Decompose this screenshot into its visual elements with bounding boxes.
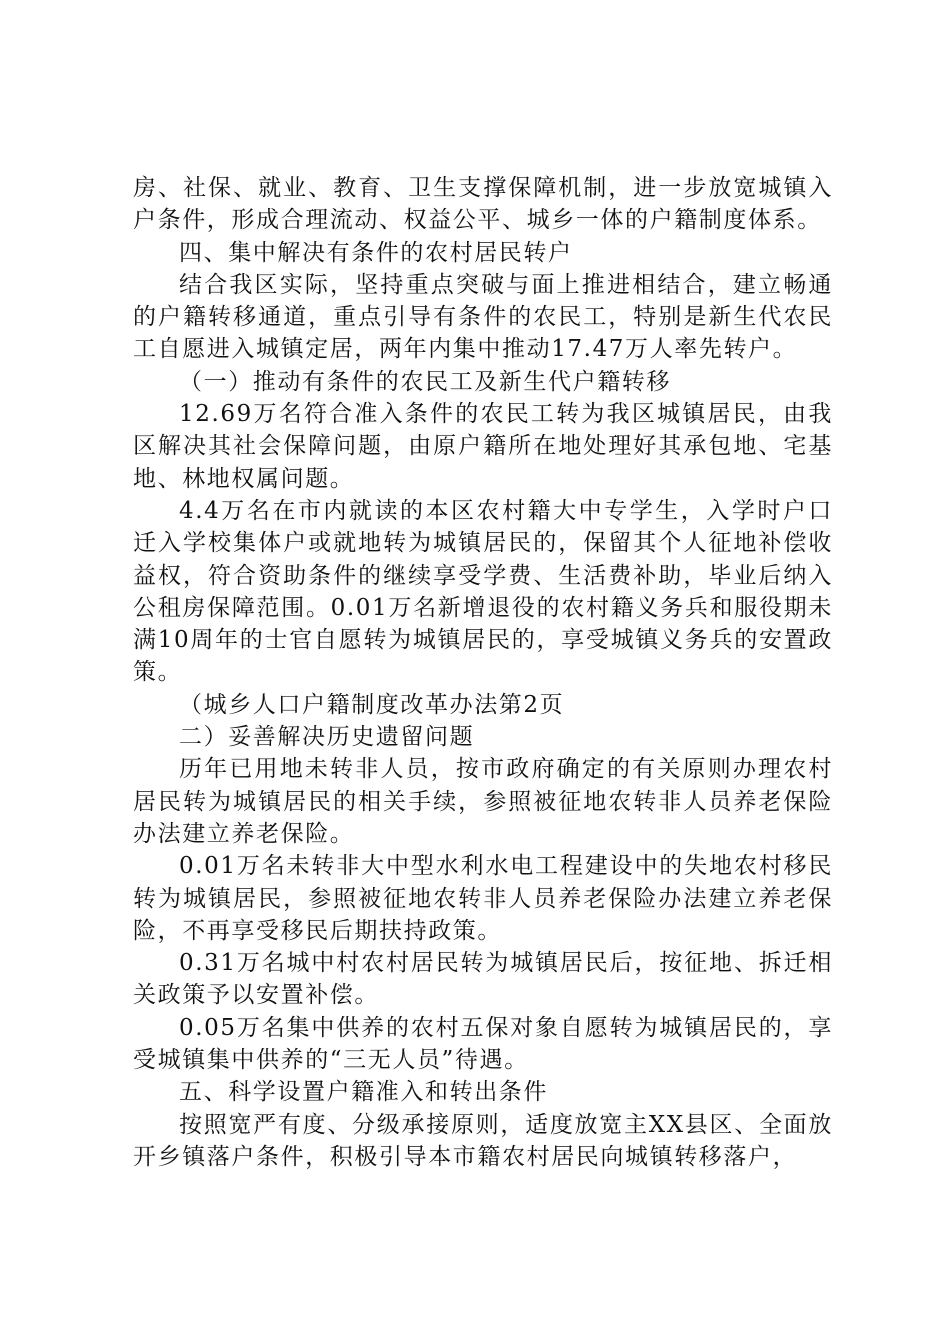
section-heading-4: 四、集中解决有条件的农村居民转户 xyxy=(179,239,573,266)
page-marker-line: （城乡人口户籍制度改革办法第2页 xyxy=(179,691,565,718)
document-body xyxy=(133,172,833,1173)
subsection-heading-1: （一）推动有条件的农民工及新生代户籍转移 xyxy=(179,368,671,395)
paragraph: 结合我区实际，坚持重点突破与面上推进相结合，建立畅通的户籍转移通道，重点引导有条件的农民工，特别是新生代农民工自愿进入城镇定居，两年内集中推动17.47万人率先转户。 xyxy=(133,271,833,363)
paragraph: 0.05万名集中供养的农村五保对象自愿转为城镇居民的，享受城镇集中供养的“三无人员”待遇。 xyxy=(133,1014,833,1074)
paragraph: 0.31万名城中村农村居民转为城镇居民后，按征地、拆迁相关政策予以安置补偿。 xyxy=(133,950,833,1009)
section-heading-5: 五、科学设置户籍准入和转出条件 xyxy=(179,1079,548,1106)
paragraph: 4.4万名在市内就读的本区农村籍大中专学生，入学时户口迁入学校集体户或就地转为城镇居民的，保留其个人征地补偿收益权，符合资助条件的继续享受学费、生活费补助，毕业后纳入公租房保障范围。0.01万名新增退役的农村籍义务兵和服役期未满10周年的士官自愿转为城镇居民的，享受城镇义务兵的安置政策。 xyxy=(133,497,833,686)
paragraph: 12.69万名符合准入条件的农民工转为我区城镇居民，由我区解决其社会保障问题，由原户籍所在地处理好其承包地、宅基地、林地权属问题。 xyxy=(133,401,833,492)
subsection-heading-2: 二）妥善解决历史遗留问题 xyxy=(179,724,475,751)
paragraph: 按照宽严有度、分级承接原则，适度放宽主XX县区、全面放开乡镇落户条件，积极引导本市籍农村居民向城镇转移落户， xyxy=(133,1111,833,1170)
paragraph: 0.01万名未转非大中型水利水电工程建设中的失地农村移民转为城镇居民，参照被征地农转非人员养老保险办法建立养老保险，不再享受移民后期扶持政策。 xyxy=(133,853,833,944)
paragraph-continuation: 房、社保、就业、教育、卫生支撑保障机制，进一步放宽城镇入户条件，形成合理流动、权益公平、城乡一体的户籍制度体系。 xyxy=(133,175,833,234)
paragraph: 历年已用地未转非人员，按市政府确定的有关原则办理农村居民转为城镇居民的相关手续，参照被征地农转非人员养老保险办法建立养老保险。 xyxy=(133,756,833,847)
